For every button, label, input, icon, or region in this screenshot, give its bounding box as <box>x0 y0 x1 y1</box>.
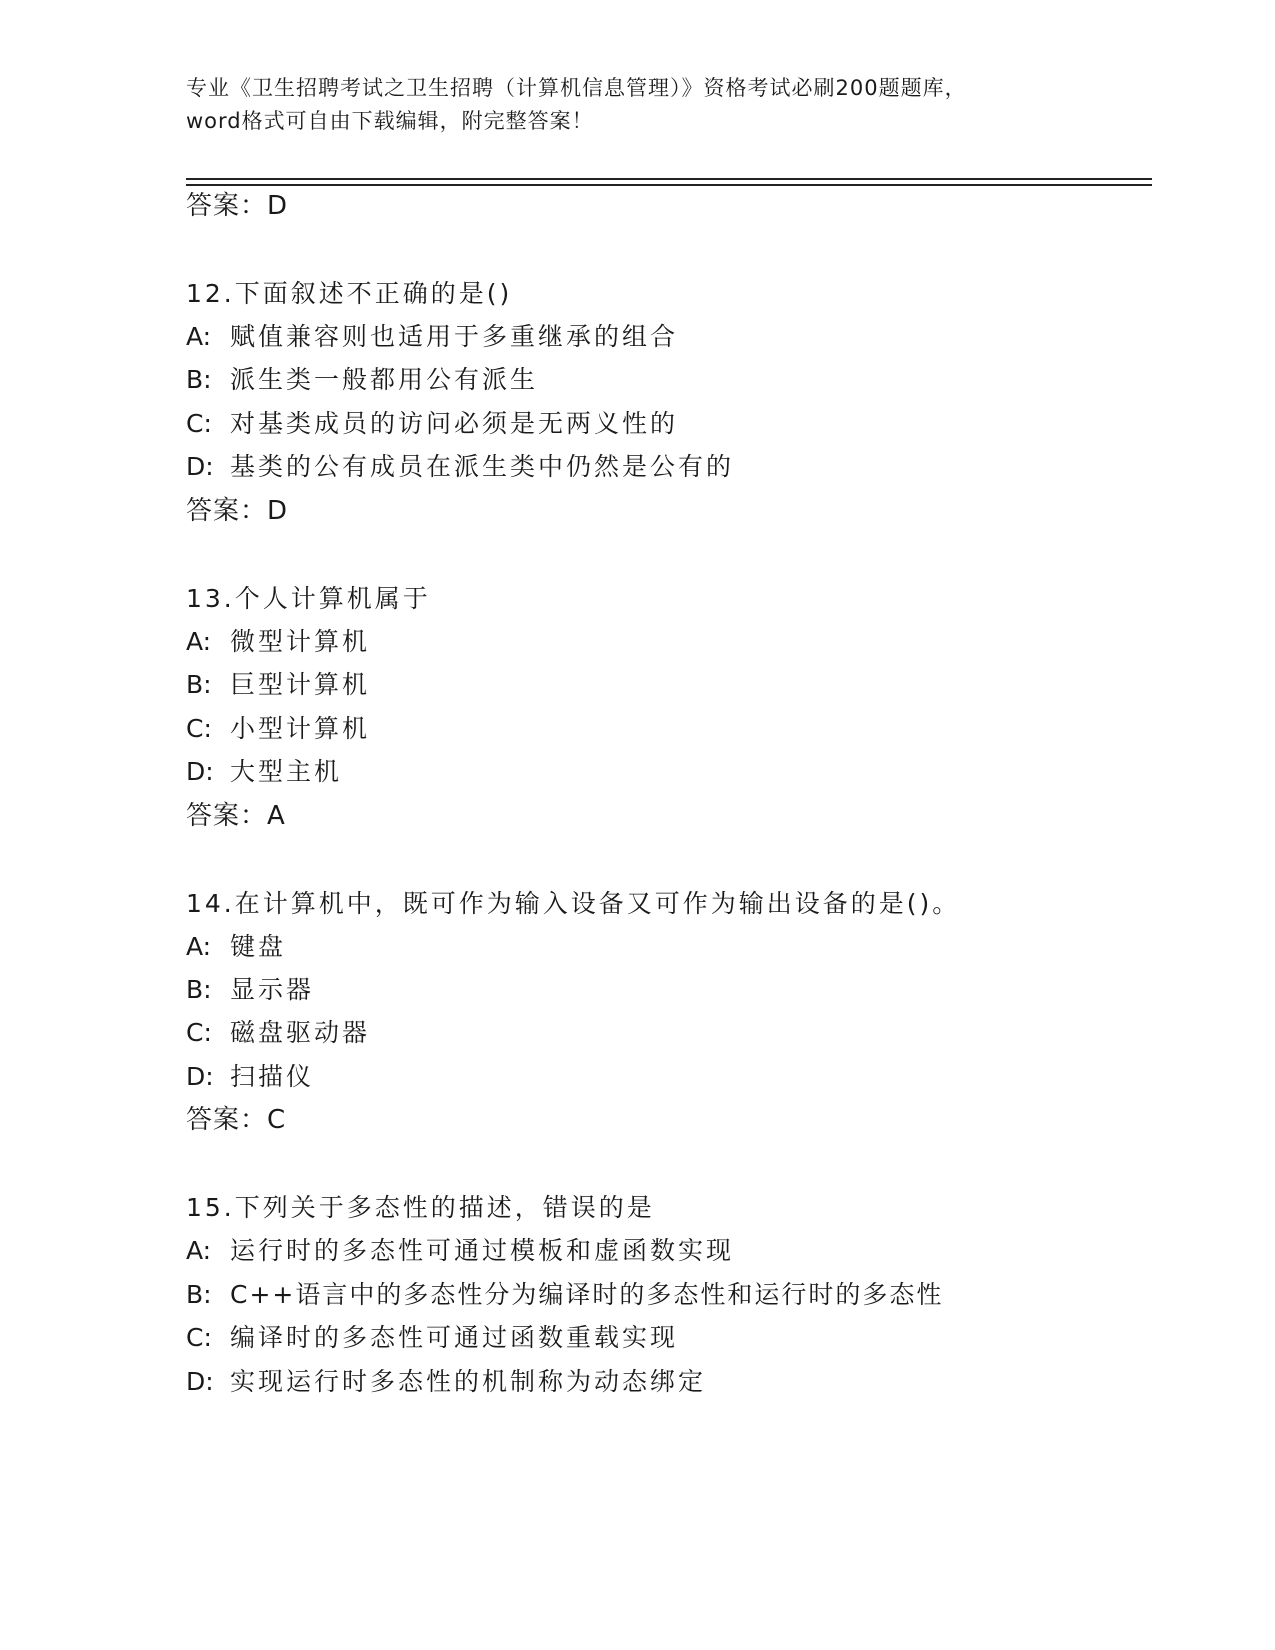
question-15-option-b <box>186 1279 943 1311</box>
header-divider-top <box>186 178 1152 180</box>
question-14-option-b <box>186 974 314 1006</box>
answer-previous: 答案：D <box>186 191 289 221</box>
option-text: 显示器 <box>230 975 315 1004</box>
question-12-option-d <box>186 451 734 483</box>
option-label: C: <box>186 409 212 438</box>
option-text: 磁盘驱动器 <box>230 1018 371 1047</box>
option-text: 键盘 <box>230 932 287 961</box>
question-13-option-c <box>186 713 370 745</box>
question-12-option-c <box>186 408 678 440</box>
question-13-option-a <box>186 626 370 658</box>
option-label: C: <box>186 1323 212 1352</box>
option-text: 实现运行时多态性的机制称为动态绑定 <box>230 1367 707 1396</box>
question-12-stem: 12.下面叙述不正确的是() <box>186 279 513 308</box>
document-header <box>186 72 1086 138</box>
option-text: 微型计算机 <box>230 627 371 656</box>
option-label: A: <box>186 322 212 351</box>
option-text: 赋值兼容则也适用于多重继承的组合 <box>230 322 679 351</box>
option-text: 大型主机 <box>230 757 343 786</box>
option-label: B: <box>186 1280 212 1309</box>
question-12-answer: 答案：D <box>186 496 289 526</box>
option-label: B: <box>186 975 212 1004</box>
option-label: B: <box>186 365 212 394</box>
option-text: 基类的公有成员在派生类中仍然是公有的 <box>230 452 735 481</box>
question-12-option-a <box>186 321 678 353</box>
option-text: C++语言中的多态性分为编译时的多态性和运行时的多态性 <box>230 1280 944 1309</box>
question-14-option-a <box>186 931 286 963</box>
option-label: D: <box>186 757 214 786</box>
header-line-2: word格式可自由下载编辑，附完整答案！ <box>186 109 594 133</box>
question-15-stem: 15.下列关于多态性的描述，错误的是 <box>186 1193 655 1222</box>
question-15-option-a <box>186 1235 734 1267</box>
option-text: 巨型计算机 <box>230 670 371 699</box>
question-13-answer: 答案：A <box>186 801 286 831</box>
option-text: 小型计算机 <box>230 714 371 743</box>
option-label: A: <box>186 1236 212 1265</box>
question-13-option-d <box>186 756 342 788</box>
option-text: 对基类成员的访问必须是无两义性的 <box>230 409 679 438</box>
option-label: D: <box>186 1062 214 1091</box>
header-divider-bottom <box>186 184 1152 186</box>
option-label: C: <box>186 714 212 743</box>
question-15-option-c <box>186 1322 678 1354</box>
option-label: B: <box>186 670 212 699</box>
option-label: D: <box>186 452 214 481</box>
question-13-option-b <box>186 669 370 701</box>
question-14-stem: 14.在计算机中，既可作为输入设备又可作为输出设备的是()。 <box>186 889 961 918</box>
option-text: 运行时的多态性可通过模板和虚函数实现 <box>230 1236 735 1265</box>
option-text: 扫描仪 <box>230 1062 315 1091</box>
question-12-option-b <box>186 364 538 396</box>
option-label: A: <box>186 932 212 961</box>
question-14-option-c <box>186 1017 370 1049</box>
question-13-stem: 13.个人计算机属于 <box>186 584 431 613</box>
option-label: D: <box>186 1367 214 1396</box>
option-text: 派生类一般都用公有派生 <box>230 365 539 394</box>
option-label: C: <box>186 1018 212 1047</box>
question-14-answer: 答案：C <box>186 1105 287 1135</box>
header-line-1: 专业《卫生招聘考试之卫生招聘（计算机信息管理）》资格考试必刷200题题库， <box>186 76 967 100</box>
question-15-option-d <box>186 1366 706 1398</box>
option-label: A: <box>186 627 212 656</box>
option-text: 编译时的多态性可通过函数重载实现 <box>230 1323 679 1352</box>
question-14-option-d <box>186 1061 314 1093</box>
